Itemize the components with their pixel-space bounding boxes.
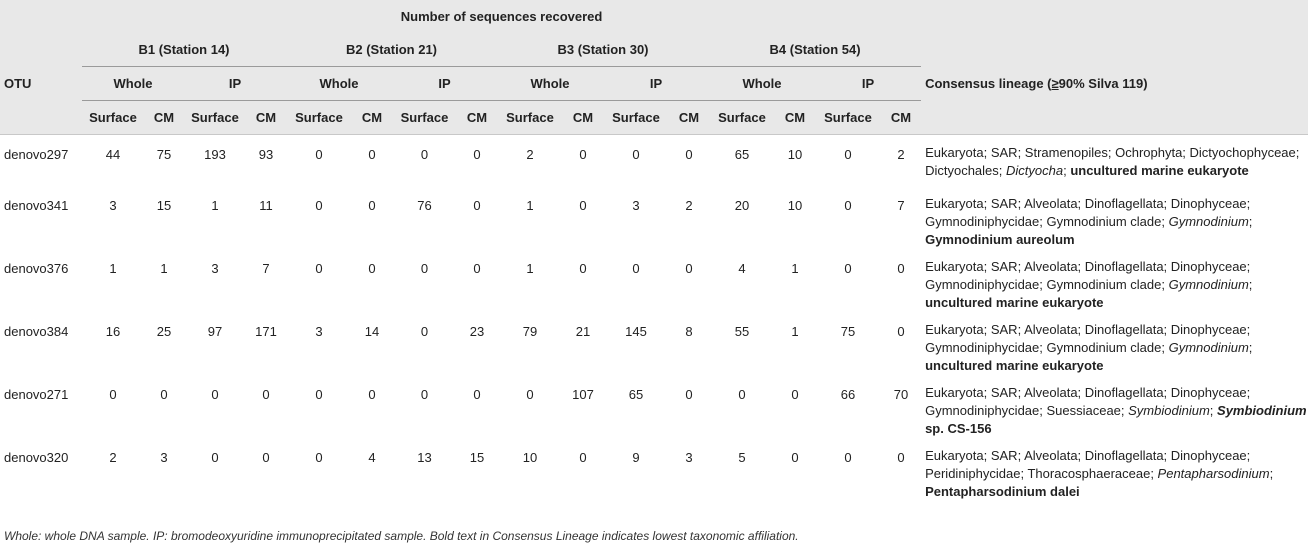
group-header: B2 (Station 21): [286, 33, 497, 67]
count-cell: 4: [368, 449, 376, 465]
count-cell: 3: [160, 449, 168, 465]
table-body: [0, 135, 1308, 502]
count-cell: 1: [211, 197, 219, 213]
subgroup-header: IP: [815, 67, 921, 101]
count-cell: 0: [844, 147, 852, 162]
number-of-sequences-header: Number of sequences recovered: [82, 0, 921, 33]
lineage-cell: [921, 375, 1308, 438]
lineage-segment: Gymnodinium aureolum: [925, 231, 1075, 247]
empty-header-cell: [0, 33, 82, 67]
count-cell: 0: [368, 260, 376, 276]
otu-cell: denovo341: [4, 197, 69, 213]
subgroup-header: Whole: [82, 67, 184, 101]
lineage-segment: Pentapharsodinium: [1157, 465, 1270, 481]
count-cell: 0: [262, 449, 270, 465]
count-cell: 0: [315, 260, 323, 276]
count-cell: 0: [844, 197, 852, 213]
count-cell: 0: [526, 386, 534, 402]
count-cell: 3: [632, 197, 640, 213]
count-cell: 0: [844, 449, 852, 465]
column-header: Surface: [497, 101, 563, 135]
count-cell: 15: [469, 449, 485, 465]
count-cell: 0: [473, 197, 481, 213]
count-cell: 65: [628, 386, 644, 402]
lineage-segment: ;: [1063, 163, 1071, 178]
subgroup-header: Whole: [709, 67, 815, 101]
empty-header-cell: [921, 33, 1308, 67]
count-cell: 20: [734, 197, 750, 213]
count-cell: 0: [211, 449, 219, 465]
table-footnote: Whole: whole DNA sample. IP: bromodeoxyuridine immunoprecipitated sample. Bold text in Consensus Lineage indicates lowest taxonomic affiliation.: [4, 529, 799, 543]
lineage-segment: Eukaryota; SAR; Alveolata; Dinoflagellata; Dinophyceae; Gymnodiniphycidae; Suessiaceae;: [925, 384, 1251, 418]
count-cell: 3: [109, 197, 117, 213]
count-cell: 11: [259, 197, 273, 213]
count-cell: 0: [738, 386, 746, 402]
otu-cell: denovo297: [4, 147, 69, 162]
column-header: Surface: [603, 101, 669, 135]
count-cell: 2: [685, 197, 693, 213]
count-cell: 93: [258, 147, 274, 162]
count-cell: 171: [255, 323, 277, 339]
column-header: Surface: [286, 101, 352, 135]
column-header: Surface: [392, 101, 457, 135]
column-header: Surface: [82, 101, 144, 135]
count-cell: 0: [109, 386, 117, 402]
count-cell: 0: [685, 147, 693, 162]
count-cell: 0: [262, 386, 270, 402]
count-cell: 10: [522, 449, 538, 465]
count-cell: 25: [156, 323, 172, 339]
lineage-segment: Eukaryota; SAR; Alveolata; Dinoflagellata; Dinophyceae; Peridiniphycidae; Thoracosphaeraceae;: [925, 447, 1251, 481]
count-cell: 4: [738, 260, 746, 276]
count-cell: 3: [211, 260, 219, 276]
count-cell: 66: [840, 386, 856, 402]
lineage-segment: Gymnodinium: [1168, 213, 1249, 229]
table-row: [0, 186, 1308, 249]
empty-header-cell: [0, 101, 82, 135]
count-cell: 0: [473, 386, 481, 402]
count-cell: 0: [579, 449, 587, 465]
lineage-segment: uncultured marine eukaryote: [925, 357, 1104, 373]
otu-cell: denovo271: [4, 386, 69, 402]
count-cell: 0: [315, 197, 323, 213]
lineage-segment: Dictyocha: [1006, 163, 1064, 178]
column-header: CM: [563, 101, 603, 135]
lineage-cell: [921, 186, 1308, 249]
lineage-segment: Symbiodinium: [1128, 402, 1210, 418]
count-cell: 9: [632, 449, 640, 465]
count-cell: 1: [791, 260, 799, 276]
table-row: [0, 375, 1308, 438]
count-cell: 0: [368, 147, 376, 162]
count-cell: 0: [632, 260, 640, 276]
lineage-segment: Eukaryota; SAR; Alveolata; Dinoflagellata; Dinophyceae; Gymnodiniphycidae; Gymnodinium clade;: [925, 321, 1251, 355]
group-header: B1 (Station 14): [82, 33, 286, 67]
count-cell: 0: [844, 260, 852, 276]
count-cell: 1: [526, 197, 534, 213]
count-cell: 65: [734, 147, 750, 162]
column-header: CM: [352, 101, 392, 135]
count-cell: 55: [734, 323, 750, 339]
column-header: Surface: [709, 101, 775, 135]
lineage-cell: [921, 312, 1308, 375]
lineage-segment: sp. CS-156: [925, 420, 992, 436]
lineage-segment: uncultured marine eukaryote: [925, 294, 1104, 310]
subgroup-header: IP: [603, 67, 709, 101]
count-cell: 0: [420, 386, 429, 402]
count-cell: 0: [897, 260, 905, 276]
count-cell: 0: [315, 386, 323, 402]
empty-header-cell: [921, 0, 1308, 33]
count-cell: 0: [420, 147, 429, 162]
subgroup-header: IP: [392, 67, 497, 101]
lineage-header-ge: ≥: [1051, 76, 1059, 91]
count-cell: 15: [156, 197, 172, 213]
table-row: [0, 135, 1308, 186]
lineage-segment: Gymnodinium: [1168, 276, 1249, 292]
count-cell: 107: [572, 386, 594, 402]
count-cell: 0: [368, 386, 376, 402]
otu-cell: denovo376: [4, 260, 69, 276]
lineage-segment: ;: [1209, 402, 1218, 418]
count-cell: 76: [417, 197, 432, 213]
count-cell: 14: [364, 323, 380, 339]
subgroup-header: Whole: [497, 67, 603, 101]
lineage-cell: [921, 249, 1308, 312]
count-cell: 21: [575, 323, 591, 339]
count-cell: 75: [840, 323, 856, 339]
otu-cell: denovo384: [4, 323, 69, 339]
column-header: CM: [457, 101, 497, 135]
lineage-segment: Pentapharsodinium dalei: [925, 483, 1080, 499]
count-cell: 1: [109, 260, 117, 276]
lineage-segment: Eukaryota; SAR; Stramenopiles; Ochrophyta; Dictyochophyceae; Dictyochales;: [925, 145, 1300, 178]
empty-header-cell: [921, 101, 1308, 135]
count-cell: 0: [473, 260, 481, 276]
count-cell: 0: [791, 449, 799, 465]
count-cell: 0: [315, 147, 323, 162]
count-cell: 2: [897, 147, 905, 162]
count-cell: 10: [787, 147, 803, 162]
table-row: [0, 312, 1308, 375]
subgroup-header: Whole: [286, 67, 392, 101]
count-cell: 5: [738, 449, 746, 465]
otu-header: OTU: [0, 67, 82, 101]
count-cell: 0: [420, 260, 429, 276]
count-cell: 3: [315, 323, 323, 339]
count-cell: 193: [204, 147, 226, 162]
count-cell: 0: [473, 147, 481, 162]
count-cell: 0: [632, 147, 640, 162]
count-cell: 75: [156, 147, 172, 162]
count-cell: 1: [791, 323, 799, 339]
lineage-segment: Eukaryota; SAR; Alveolata; Dinoflagellata; Dinophyceae; Gymnodiniphycidae; Gymnodinium clade;: [925, 195, 1251, 229]
lineage-segment: Eukaryota; SAR; Alveolata; Dinoflagellata; Dinophyceae; Gymnodiniphycidae; Gymnodinium clade;: [925, 258, 1251, 292]
lineage-segment: uncultured marine eukaryote: [1070, 163, 1249, 178]
column-header: Surface: [815, 101, 881, 135]
count-cell: 7: [262, 260, 270, 276]
subgroup-header: IP: [184, 67, 286, 101]
count-cell: 0: [211, 386, 219, 402]
column-header: CM: [881, 101, 921, 135]
count-cell: 0: [897, 449, 905, 465]
lineage-header: [921, 67, 1308, 101]
count-cell: 1: [526, 260, 534, 276]
count-cell: 13: [417, 449, 432, 465]
column-header: CM: [669, 101, 709, 135]
count-cell: 0: [368, 197, 376, 213]
count-cell: 0: [315, 449, 323, 465]
count-cell: 0: [579, 260, 587, 276]
count-cell: 0: [579, 147, 587, 162]
count-cell: 2: [109, 449, 117, 465]
group-header: B4 (Station 54): [709, 33, 921, 67]
column-header: CM: [246, 101, 286, 135]
count-cell: 0: [579, 197, 587, 213]
lineage-header-suffix: 90% Silva 119): [1058, 76, 1148, 91]
count-cell: 79: [522, 323, 538, 339]
empty-header-cell: [0, 0, 82, 33]
count-cell: 8: [685, 323, 693, 339]
count-cell: 7: [897, 197, 905, 213]
lineage-segment: Gymnodinium: [1168, 339, 1249, 355]
otu-cell: denovo320: [4, 449, 69, 465]
lineage-header-prefix: Consensus lineage (: [925, 76, 1052, 91]
group-header: B3 (Station 30): [497, 33, 709, 67]
count-cell: 16: [105, 323, 121, 339]
count-cell: 0: [420, 323, 429, 339]
count-cell: 3: [685, 449, 693, 465]
lineage-segment: ;: [1248, 276, 1253, 292]
count-cell: 0: [685, 260, 693, 276]
lineage-segment: ;: [1248, 213, 1253, 229]
count-cell: 10: [787, 197, 803, 213]
lineage-segment: ;: [1248, 339, 1253, 355]
count-cell: 0: [685, 386, 693, 402]
lineage-segment: Symbiodinium: [1217, 402, 1307, 418]
lineage-cell: [921, 438, 1308, 502]
count-cell: 2: [526, 147, 534, 162]
table-row: [0, 438, 1308, 502]
lineage-cell: [921, 135, 1308, 186]
count-cell: 23: [469, 323, 485, 339]
table-row: [0, 249, 1308, 312]
table-header: [0, 0, 1308, 135]
count-cell: 0: [897, 323, 905, 339]
count-cell: 97: [207, 323, 223, 339]
lineage-segment: ;: [1269, 465, 1274, 481]
count-cell: 145: [625, 323, 647, 339]
count-cell: 0: [791, 386, 799, 402]
column-header: CM: [775, 101, 815, 135]
count-cell: 70: [893, 386, 909, 402]
column-header: Surface: [184, 101, 246, 135]
column-header: CM: [144, 101, 184, 135]
count-cell: 44: [105, 147, 121, 162]
count-cell: 0: [160, 386, 168, 402]
count-cell: 1: [160, 260, 168, 276]
